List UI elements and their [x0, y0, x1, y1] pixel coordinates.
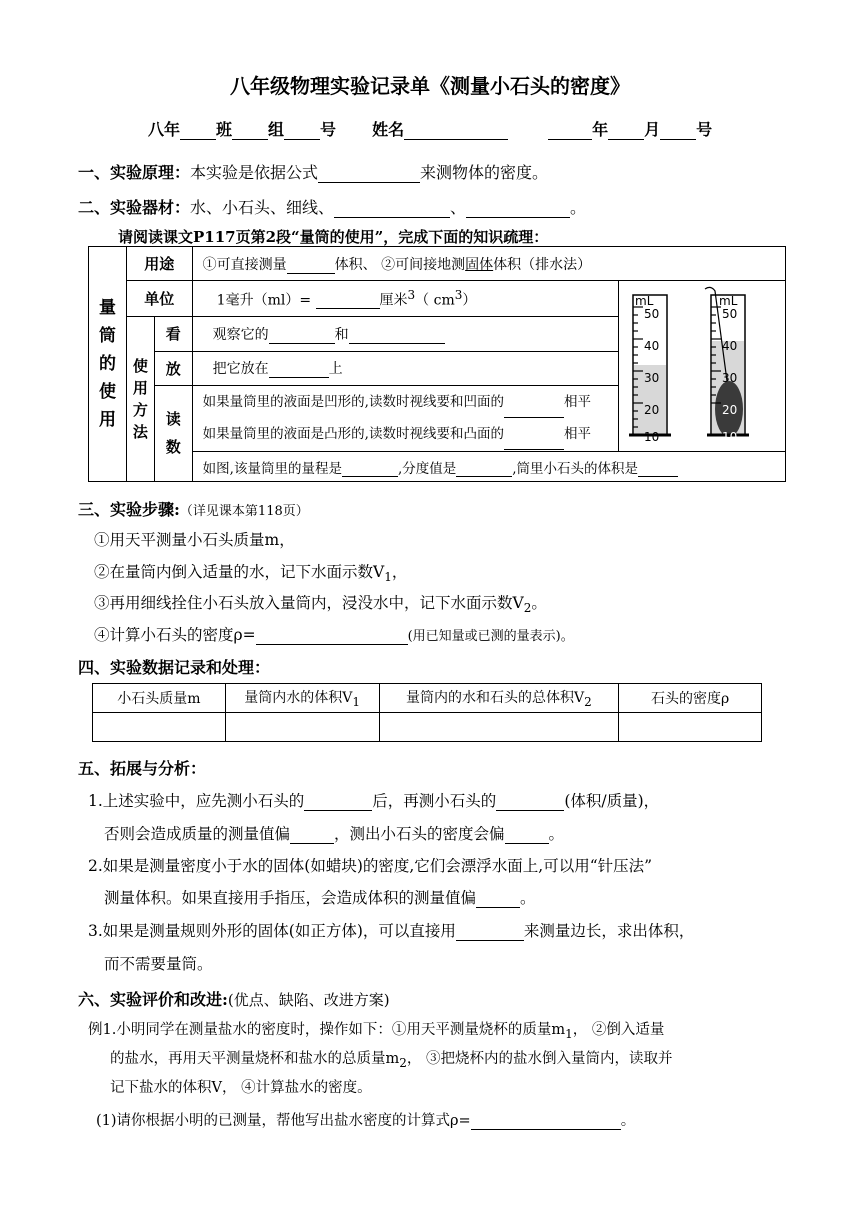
example-line3: 记下盐水的体积V， ④计算盐水的密度。 — [110, 1080, 372, 1096]
method-label: 使 用 方 法 — [126, 317, 154, 482]
svg-text:30: 30 — [643, 371, 660, 385]
grade-label: 八年 — [148, 120, 181, 139]
section-evaluation-heading: 六、实验评价和改进:(优点、缺陷、改进方案) — [78, 990, 390, 1009]
year-label: 年 — [592, 120, 609, 139]
look-label: 看 — [154, 317, 192, 352]
stone-volume-blank[interactable] — [638, 463, 678, 477]
section-equipment — [78, 195, 586, 218]
example-question-1: (1)请你根据小明的已测量，帮他写出盐水密度的计算式ρ= 。 — [96, 1113, 636, 1129]
section1-heading: 一、实验原理： — [78, 163, 191, 182]
look-cell: 观察它的 和 — [192, 317, 618, 352]
section-data-heading: 四、实验数据记录和处理： — [78, 658, 271, 677]
example-line2: 的盐水，再用天平测量烧杯和盐水的总质量$m_2$， ③把烧杯内的盐水倒入量筒内，读取并 — [110, 1051, 673, 1070]
analysis-q1-line1: 1.上述实验中，应先测小石头的 后，再测小石头的 (体积/质量)， — [88, 792, 660, 810]
q1-blank-3[interactable] — [290, 828, 334, 844]
cylinder-side-label: 量 筒 的 使 用 — [89, 247, 127, 482]
section2-end: 。 — [570, 198, 587, 217]
read-cell: 如果量筒里的液面是凹形的,读数时视线要和凹面的 相平 如果量筒里的液面是凸形的,读数时视线要和凸面的 相平 — [192, 385, 618, 452]
empty-cylinder — [629, 294, 671, 444]
group-blank[interactable] — [232, 123, 268, 140]
month-blank[interactable] — [608, 123, 644, 140]
cylinder-illustration — [619, 281, 785, 451]
class-blank[interactable] — [180, 123, 216, 140]
analysis-q2-line2: 测量体积。如果直接用手指压，会造成体积的测量值偏 。 — [104, 889, 536, 907]
analysis-q1-line2: 否则会造成质量的测量值偏 ，测出小石头的密度会偏 。 — [104, 825, 565, 843]
unit-label: 单位 — [126, 281, 192, 317]
section2-sep: 、 — [450, 198, 467, 217]
svg-text:50: 50 — [721, 307, 738, 321]
unit-blank[interactable] — [316, 295, 380, 309]
col-total-volume: 量筒内的水和石头的总体积$V_2$ — [379, 684, 619, 713]
name-blank[interactable] — [404, 123, 508, 140]
analysis-q3-line1: 3.如果是测量规则外形的固体(如正方体)，可以直接用 来测量边长，求出体积， — [88, 922, 695, 940]
usage-label: 用途 — [126, 247, 192, 281]
data-cell-mass[interactable] — [93, 713, 226, 742]
col-water-volume: 量筒内水的体积$V_1$ — [225, 684, 379, 713]
svg-text:20: 20 — [721, 403, 738, 417]
col-density: 石头的密度ρ — [619, 684, 762, 713]
equipment-blank-1[interactable] — [334, 202, 450, 218]
place-cell: 把它放在 上 — [192, 351, 618, 385]
section-steps-heading: 三、实验步骤:（详见课本第118页） — [78, 500, 309, 519]
step-4: ④计算小石头的密度ρ= (用已知量或已测的量表示)。 — [94, 626, 574, 644]
svg-text:40: 40 — [721, 339, 738, 353]
step-2: ②在量筒内倒入适量的水，记下水面示数$V_1$， — [94, 563, 408, 585]
cyl2-unit: mL — [718, 294, 738, 308]
svg-text:20: 20 — [643, 403, 660, 417]
q1-blank-2[interactable] — [496, 795, 564, 811]
place-label: 放 — [154, 351, 192, 385]
section2-heading: 二、实验器材： — [78, 198, 191, 217]
division-blank[interactable] — [456, 463, 512, 477]
name-label: 姓名 — [372, 120, 405, 139]
example-line1: 例1.小明同学在测量盐水的密度时，操作如下：①用天平测量烧杯的质量$m_1$， ②倒入适量 — [88, 1022, 665, 1041]
day-blank[interactable] — [660, 123, 696, 140]
data-cell-density[interactable] — [619, 713, 762, 742]
cylinder-figure — [618, 281, 785, 452]
class-label: 班 — [216, 120, 233, 139]
formula-blank[interactable] — [318, 167, 420, 183]
equipment-blank-2[interactable] — [466, 202, 570, 218]
number-label: 号 — [320, 120, 337, 139]
read-label: 读 数 — [154, 385, 192, 482]
svg-text:10: 10 — [643, 430, 660, 444]
section1-text-b: 来测物体的密度。 — [420, 163, 549, 182]
q2-blank[interactable] — [476, 892, 520, 908]
svg-text:50: 50 — [643, 307, 660, 321]
analysis-q3-line2: 而不需要量筒。 — [104, 955, 213, 973]
year-blank[interactable] — [548, 123, 592, 140]
section2-text-a: 水、小石头、细线、 — [190, 198, 335, 217]
concave-blank[interactable] — [504, 404, 564, 418]
data-table — [92, 683, 762, 742]
student-info-line — [148, 117, 712, 140]
density-formula-blank[interactable] — [256, 629, 408, 645]
q3-blank[interactable] — [456, 925, 524, 941]
col-stone-mass: 小石头质量m — [93, 684, 226, 713]
look-blank-2[interactable] — [349, 330, 445, 344]
data-cell-v2[interactable] — [379, 713, 619, 742]
range-blank[interactable] — [342, 463, 398, 477]
cylinder-usage-table — [88, 246, 786, 482]
section1-text-a: 本实验是依据公式 — [190, 163, 319, 182]
q1-blank-1[interactable] — [304, 795, 372, 811]
step-1: ①用天平测量小石头质量m， — [94, 531, 295, 549]
svg-text:30: 30 — [721, 371, 738, 385]
page-title: 八年级物理实验记录单《测量小石头的密度》 — [230, 74, 630, 98]
cyl1-unit: mL — [634, 294, 654, 308]
place-blank[interactable] — [269, 364, 329, 378]
svg-text:40: 40 — [643, 339, 660, 353]
day-label: 号 — [696, 120, 713, 139]
stone-cylinder — [705, 287, 749, 444]
q1-blank-4[interactable] — [505, 828, 549, 844]
reading-note: 请阅读课文P117页第2段“量筒的使用”，完成下面的知识疏理： — [118, 228, 549, 246]
month-label: 月 — [644, 120, 661, 139]
usage-blank[interactable] — [287, 260, 335, 274]
look-blank-1[interactable] — [269, 330, 335, 344]
svg-text:10: 10 — [721, 430, 738, 444]
data-cell-v1[interactable] — [225, 713, 379, 742]
usage-cell: ①可直接测量 体积、 ②可间接地测固体体积（排水法） — [192, 247, 785, 281]
analysis-q2-line1: 2.如果是测量密度小于水的固体(如蜡块)的密度,它们会漂浮水面上,可以用“针压法” — [88, 857, 653, 875]
brine-density-blank[interactable] — [471, 1115, 621, 1130]
group-label: 组 — [268, 120, 285, 139]
section-analysis-heading: 五、拓展与分析： — [78, 759, 207, 778]
unit-cell: 1毫升（ml）= 厘米$^3$（ $cm^3$） — [192, 281, 618, 317]
figure-question-cell: 如图,该量筒里的量程是 ,分度值是 ,筒里小石头的体积是 — [192, 452, 785, 482]
section-principle — [78, 160, 548, 183]
step-3: ③再用细线拴住小石头放入量筒内，浸没水中，记下水面示数$V_2$。 — [94, 594, 547, 616]
convex-blank[interactable] — [504, 436, 564, 450]
number-blank[interactable] — [284, 123, 320, 140]
